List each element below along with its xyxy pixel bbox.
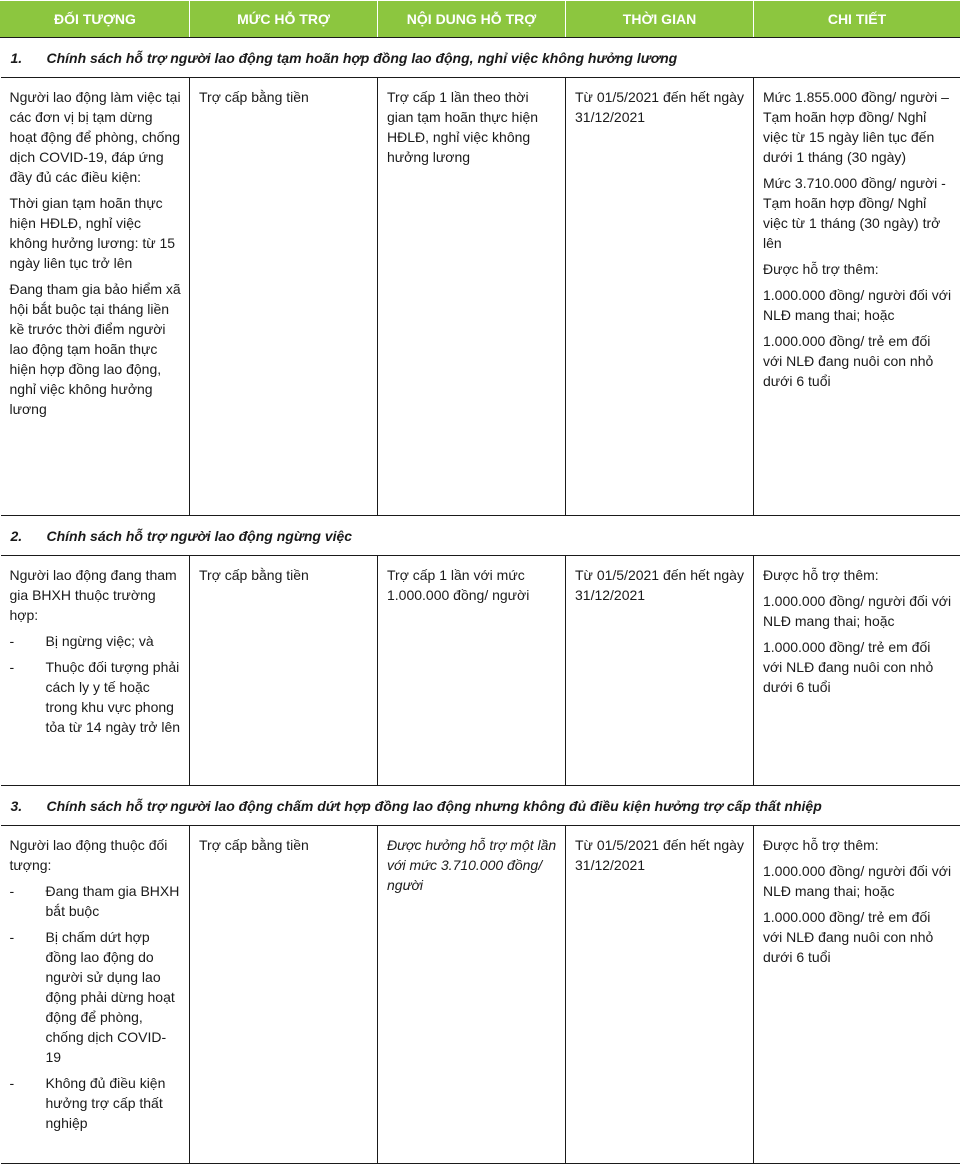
target-cell	[1, 556, 190, 786]
section-title	[1, 516, 960, 556]
bullet-text: Không đủ điều kiện hưởng trợ cấp thất nghiệp	[46, 1073, 182, 1133]
detail-paragraph: Mức 1.855.000 đồng/ người – Tạm hoãn hợp đồng/ Nghỉ việc từ 15 ngày liên tục đến dưới 1 tháng (30 ngày)	[763, 87, 953, 167]
time-cell: Từ 01/5/2021 đến hết ngày 31/12/2021	[566, 78, 754, 516]
section-title-text: Chính sách hỗ trợ người lao động tạm hoãn hợp đồng lao động, nghỉ việc không hưởng lương	[47, 50, 678, 66]
section-title-text: Chính sách hỗ trợ người lao động ngừng việc	[47, 528, 353, 544]
detail-paragraph: 1.000.000 đồng/ trẻ em đối với NLĐ đang nuôi con nhỏ dưới 6 tuổi	[763, 331, 953, 391]
table-row	[1, 826, 960, 1164]
target-intro: Người lao động đang tham gia BHXH thuộc trường hợp:	[10, 565, 182, 625]
details-cell	[754, 78, 960, 516]
section-number: 3.	[11, 796, 47, 816]
content-cell: Trợ cấp 1 lần với mức 1.000.000 đồng/ người	[378, 556, 566, 786]
header-content: NỘI DUNG HỖ TRỢ	[378, 1, 566, 38]
section-title-row	[1, 786, 960, 826]
target-cell	[1, 826, 190, 1164]
section-title-row	[1, 38, 960, 78]
bullet-text: Bị ngừng việc; và	[46, 631, 154, 651]
bullet-text: Bị chấm dứt hợp đồng lao động do người sử dụng lao động phải dừng hoạt động để phòng, chống dịch COVID-19	[46, 927, 182, 1067]
time-cell: Từ 01/5/2021 đến hết ngày 31/12/2021	[566, 826, 754, 1164]
target-intro: Người lao động thuộc đối tượng:	[10, 835, 182, 875]
details-cell	[754, 826, 960, 1164]
dash-marker: -	[10, 881, 46, 921]
target-paragraph: Thời gian tạm hoãn thực hiện HĐLĐ, nghỉ việc không hưởng lương: từ 15 ngày liên tục trở lên	[10, 193, 182, 273]
bullet-item	[10, 1073, 182, 1133]
dash-marker: -	[10, 631, 46, 651]
section-title-text: Chính sách hỗ trợ người lao động chấm dứt hợp đồng lao động nhưng không đủ điều kiện hưởng trợ cấp thất nhiệp	[47, 798, 822, 814]
section-number: 2.	[11, 526, 47, 546]
content-cell: Trợ cấp 1 lần theo thời gian tạm hoãn thực hiện HĐLĐ, nghỉ việc không hưởng lương	[378, 78, 566, 516]
table-row	[1, 78, 960, 516]
detail-paragraph: 1.000.000 đồng/ người đối với NLĐ mang thai; hoặc	[763, 591, 953, 631]
bullet-item	[10, 631, 182, 651]
detail-paragraph: 1.000.000 đồng/ trẻ em đối với NLĐ đang nuôi con nhỏ dưới 6 tuổi	[763, 637, 953, 697]
section-title	[1, 38, 960, 78]
detail-paragraph: 1.000.000 đồng/ người đối với NLĐ mang thai; hoặc	[763, 285, 953, 325]
target-cell	[1, 78, 190, 516]
detail-paragraph: Được hỗ trợ thêm:	[763, 565, 953, 585]
header-row	[1, 1, 960, 38]
level-cell: Trợ cấp bằng tiền	[190, 556, 378, 786]
level-cell: Trợ cấp bằng tiền	[190, 78, 378, 516]
header-target: ĐỐI TƯỢNG	[1, 1, 190, 38]
bullet-item	[10, 657, 182, 737]
detail-paragraph: 1.000.000 đồng/ người đối với NLĐ mang thai; hoặc	[763, 861, 953, 901]
dash-marker: -	[10, 657, 46, 737]
time-cell: Từ 01/5/2021 đến hết ngày 31/12/2021	[566, 556, 754, 786]
header-time: THỜI GIAN	[566, 1, 754, 38]
dash-marker: -	[10, 1073, 46, 1133]
table-row	[1, 556, 960, 786]
header-details: CHI TIẾT	[754, 1, 960, 38]
detail-paragraph: Được hỗ trợ thêm:	[763, 835, 953, 855]
level-cell: Trợ cấp bằng tiền	[190, 826, 378, 1164]
target-paragraph: Người lao động làm việc tại các đơn vị bị tạm dừng hoạt động để phòng, chống dịch COVID-19, đáp ứng đầy đủ các điều kiện:	[10, 87, 182, 187]
section-title-row	[1, 516, 960, 556]
detail-paragraph: 1.000.000 đồng/ trẻ em đối với NLĐ đang nuôi con nhỏ dưới 6 tuổi	[763, 907, 953, 967]
section-title	[1, 786, 960, 826]
bullet-item	[10, 881, 182, 921]
details-cell	[754, 556, 960, 786]
bullet-text: Thuộc đối tượng phải cách ly y tế hoặc trong khu vực phong tỏa từ 14 ngày trở lên	[46, 657, 182, 737]
dash-marker: -	[10, 927, 46, 1067]
section-number: 1.	[11, 48, 47, 68]
header-level: MỨC HỖ TRỢ	[190, 1, 378, 38]
content-cell: Được hưởng hỗ trợ một lần với mức 3.710.000 đồng/ người	[378, 826, 566, 1164]
detail-paragraph: Được hỗ trợ thêm:	[763, 259, 953, 279]
target-paragraph: Đang tham gia bảo hiểm xã hội bắt buộc tại tháng liền kề trước thời điểm người lao động tạm hoãn thực hiện hợp đồng lao động, nghỉ việc không hưởng lương	[10, 279, 182, 419]
bullet-text: Đang tham gia BHXH bắt buộc	[46, 881, 182, 921]
detail-paragraph: Mức 3.710.000 đồng/ người - Tạm hoãn hợp đồng/ Nghỉ việc từ 1 tháng (30 ngày) trở lên	[763, 173, 953, 253]
bullet-item	[10, 927, 182, 1067]
